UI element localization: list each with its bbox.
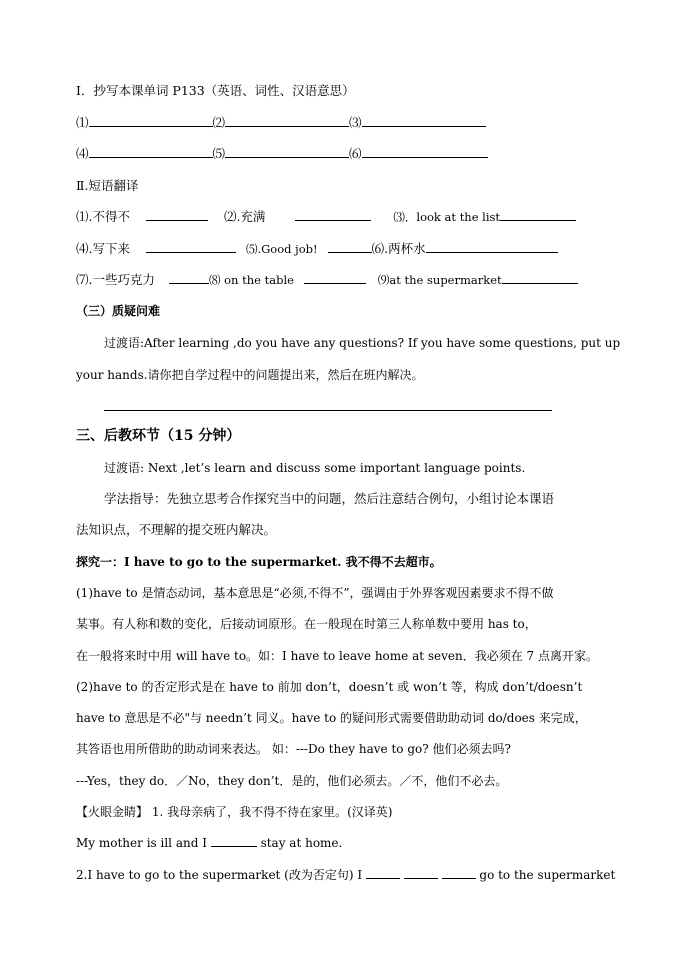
phrase-label: ⑼at the supermarket	[377, 273, 502, 287]
part1-row2	[76, 145, 488, 163]
answer-blank[interactable]	[442, 866, 476, 879]
question-text: My mother is ill and I	[76, 836, 211, 850]
explanation-line: 某事。有人称和数的变化，后接动词原形。在一般现在时第三人称单数中要用 has to，	[76, 617, 537, 631]
question-text: stay at home.	[256, 836, 343, 850]
phrase-label: ⑸.Good job!	[245, 242, 318, 256]
phrase-label: ⑺.一些巧克力	[76, 272, 155, 287]
explanation-line: ---Yes，they do．／No，they don’t．是的，他们必须去。／不，他们不必去。	[76, 774, 508, 788]
answer-blank[interactable]	[500, 208, 576, 221]
question-text: 2.I have to go to the supermarket (改为否定句) I	[76, 868, 366, 882]
answer-blank[interactable]	[225, 145, 349, 158]
answer-blank[interactable]	[426, 240, 558, 253]
phrase-label: ⑵.充满	[223, 209, 266, 224]
part2-title: Ⅱ.短语翻译	[76, 178, 139, 193]
answer-blank[interactable]	[146, 208, 208, 221]
explanation-line: have to 意思是不必"与 needn’t 同义。have to 的疑问形式需要借助助动词 do/does 来完成，	[76, 711, 587, 725]
item-label: ⑶	[349, 115, 362, 130]
practice-question-1	[76, 834, 342, 852]
transition-text: your hands.请你把自学过程中的问题提出来，然后在班内解决。	[76, 368, 424, 382]
study-guide: 学法指导：先独立思考合作探究当中的问题，然后注意结合例句，小组讨论本课语	[104, 491, 555, 506]
item-label: ⑹	[349, 146, 362, 161]
explanation-line: 其答语也用所借助的助动词来表达。 如：---Do they have to go? 他们必须去吗?	[76, 742, 511, 756]
question-text: go to the supermarket	[475, 868, 616, 882]
item-label: ⑵	[212, 115, 226, 130]
answer-blank[interactable]	[502, 271, 578, 284]
transition-text: 过渡语:After learning ,do you have any questions? If you have some questions, put up	[104, 336, 621, 350]
explore-title: 探究一：I have to go to the supermarket. 我不得不去超市。	[76, 555, 442, 569]
study-guide: 法知识点，不理解的提交班内解决。	[76, 522, 277, 537]
practice-question-2	[76, 866, 615, 884]
answer-blank[interactable]	[146, 240, 236, 253]
explanation-line: (1)have to 是情态动词，基本意思是“必须,不得不”，强调由于外界客观因素要求不得不做	[76, 586, 554, 600]
phrase-label: ⑹.两杯水	[371, 241, 426, 256]
part3-title: （三）质疑问难	[76, 304, 161, 318]
answer-blank[interactable]	[89, 145, 213, 158]
answer-blank[interactable]	[362, 145, 488, 158]
section-title: 三、后教环节（15 分钟）	[76, 428, 241, 444]
phrase-label: ⑴.不得不	[76, 209, 130, 224]
item-label: ⑷	[76, 146, 89, 161]
answer-blank[interactable]	[404, 866, 438, 879]
practice-title: 【火眼金睛】 1. 我母亲病了，我不得不待在家里。(汉译英)	[76, 805, 393, 819]
item-label: ⑴	[76, 115, 89, 130]
answer-blank[interactable]	[211, 834, 257, 847]
part2-row3	[76, 271, 578, 289]
explanation-line: 在一般将来时中用 will have to。如：I have to leave home at seven．我必须在 7 点离开家。	[76, 649, 598, 663]
answer-blank[interactable]	[366, 866, 400, 879]
part2-row1	[76, 208, 576, 226]
answer-blank[interactable]	[89, 114, 213, 127]
part2-row2	[76, 240, 558, 258]
answer-blank[interactable]	[304, 271, 366, 284]
answer-blank[interactable]	[295, 208, 371, 221]
explanation-line: (2)have to 的否定形式是在 have to 前加 don’t，doesn’t 或 won’t 等，构成 don’t/doesn’t	[76, 680, 583, 694]
answer-blank[interactable]	[225, 114, 349, 127]
phrase-label: ⑷.写下来	[76, 241, 130, 256]
part1-row1	[76, 114, 486, 132]
item-label: ⑸	[212, 146, 226, 161]
part1-title: I．抄写本课单词 P133（英语、词性、汉语意思）	[76, 83, 355, 98]
answer-blank[interactable]	[169, 271, 209, 284]
phrase-label: ⑶．look at the list	[393, 210, 501, 224]
answer-line[interactable]	[104, 410, 552, 411]
phrase-label: ⑻ on the table	[208, 273, 294, 287]
transition-text: 过渡语: Next ,let’s learn and discuss some important language points.	[104, 461, 526, 475]
answer-blank[interactable]	[328, 240, 372, 253]
answer-blank[interactable]	[362, 114, 486, 127]
